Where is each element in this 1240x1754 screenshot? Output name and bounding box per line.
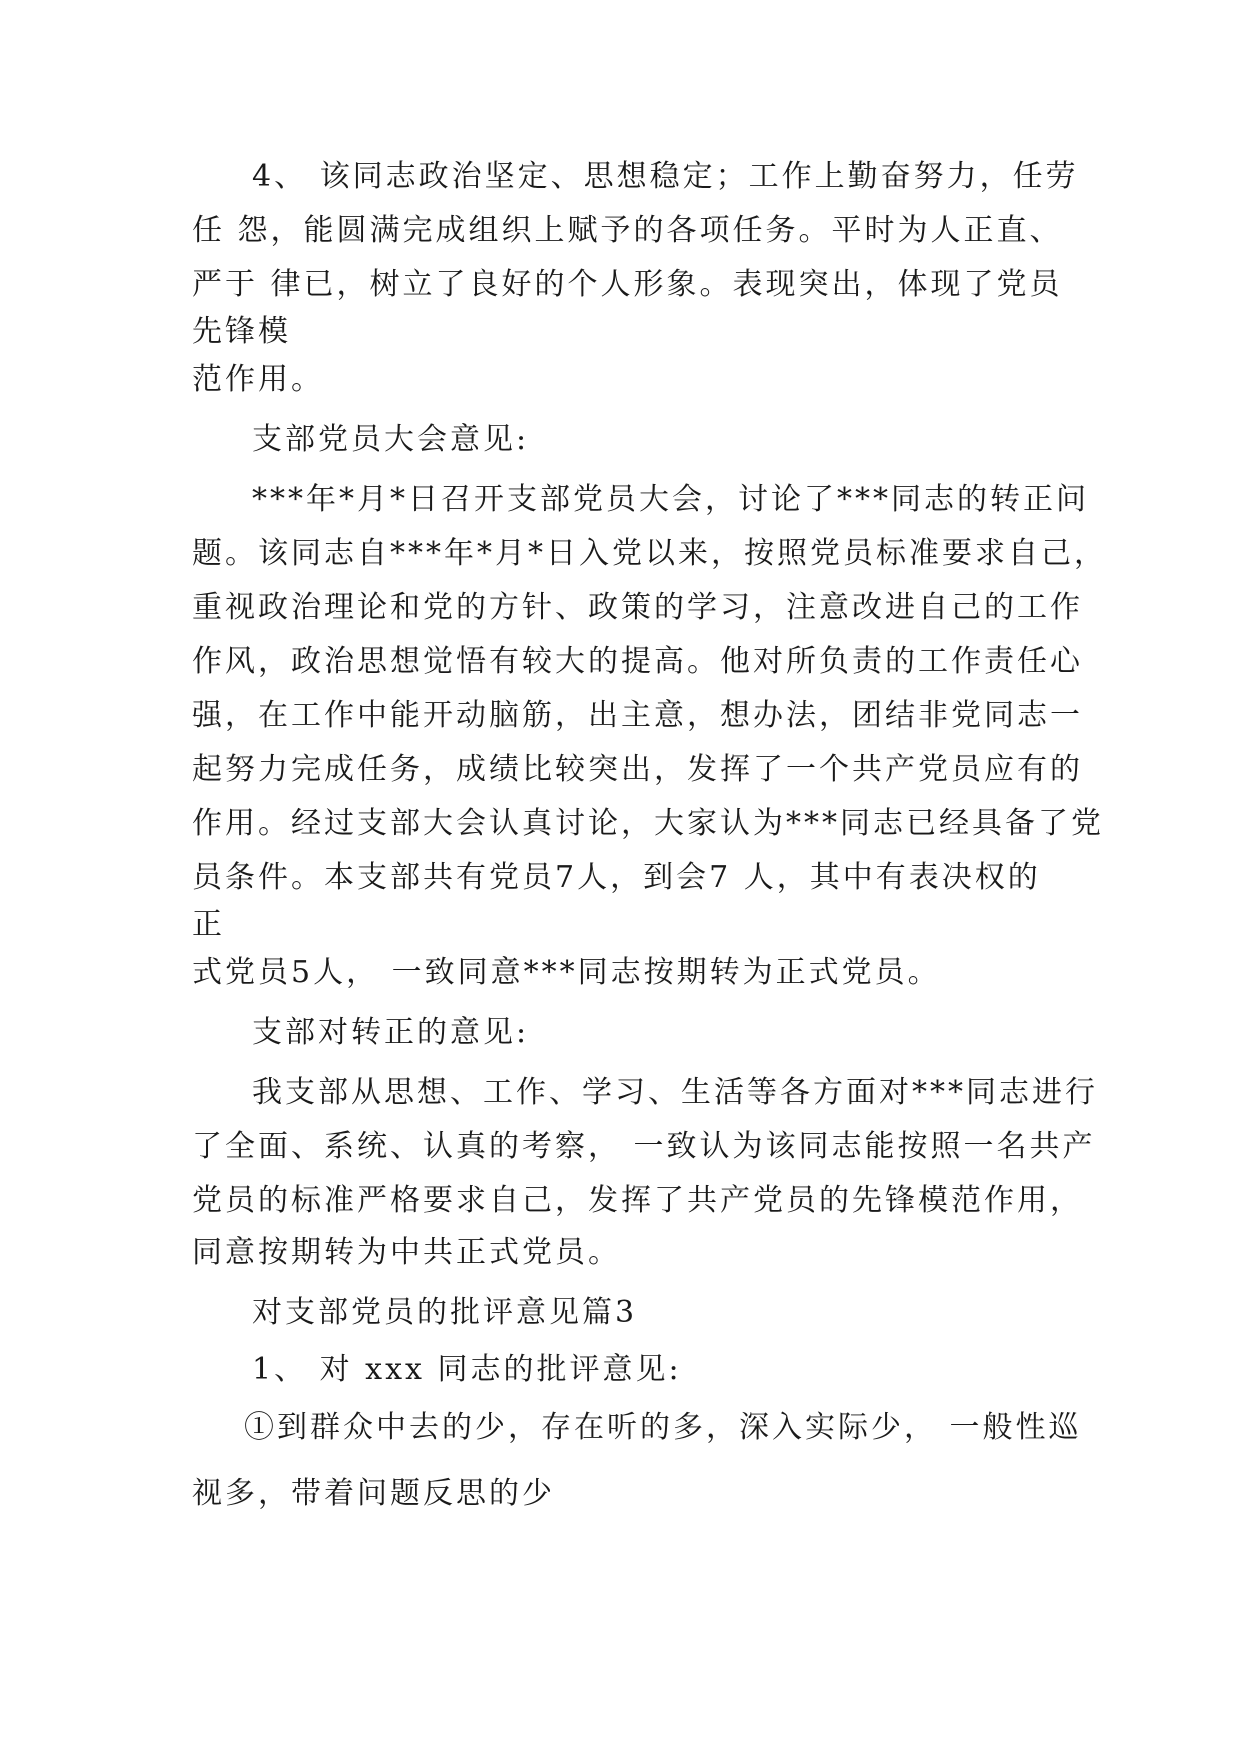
paragraph-line: 党员的标准严格要求自己，发挥了共产党员的先锋模范作用， — [192, 1183, 1083, 1218]
list-item-heading: 1、 对 xxx 同志的批评意见: — [252, 1352, 682, 1387]
section-heading: 支部对转正的意见: — [252, 1015, 530, 1050]
paragraph-line: 题。该同志自***年*月*日入党以来，按照党员标准要求自己， — [192, 536, 1107, 571]
paragraph-line: 4、 该同志政治坚定、思想稳定；工作上勤奋努力，任劳 — [252, 159, 1079, 194]
paragraph-line: 先锋模 — [192, 314, 291, 349]
paragraph-line: 了全面、系统、认真的考察， 一致认为该同志能按照一名共产 — [192, 1129, 1096, 1164]
paragraph-line: 重视政治理论和党的方针、政策的学习，注意改进自己的工作 — [192, 590, 1083, 625]
paragraph-line: 作用。经过支部大会认真讨论，大家认为***同志已经具备了党 — [192, 806, 1104, 841]
paragraph-line: 范作用。 — [192, 362, 324, 397]
section-heading: 对支部党员的批评意见篇3 — [252, 1295, 638, 1330]
paragraph-line: ***年*月*日召开支部党员大会，讨论了***同志的转正问 — [252, 482, 1089, 517]
section-heading: 支部党员大会意见: — [252, 422, 530, 457]
paragraph-line: 同意按期转为中共正式党员。 — [192, 1235, 621, 1270]
paragraph-line: ①到群众中去的少，存在听的多，深入实际少， 一般性巡 — [244, 1410, 1082, 1445]
paragraph-line: 严于 律已，树立了良好的个人形象。表现突出，体现了党员 — [192, 267, 1063, 302]
paragraph-line: 正 — [192, 907, 225, 942]
paragraph-line: 强，在工作中能开动脑筋，出主意，想办法，团结非党同志一 — [192, 698, 1083, 733]
paragraph-line: 任 怨，能圆满完成组织上赋予的各项任务。平时为人正直、 — [192, 213, 1063, 248]
paragraph-line: 式党员5人， 一致同意***同志按期转为正式党员。 — [192, 955, 941, 990]
paragraph-line: 我支部从思想、工作、学习、生活等各方面对***同志进行 — [252, 1075, 1098, 1110]
paragraph-line: 作风，政治思想觉悟有较大的提高。他对所负责的工作责任心 — [192, 644, 1083, 679]
paragraph-line: 员条件。本支部共有党员7人，到会7 人，其中有表决权的 — [192, 860, 1041, 895]
paragraph-line: 起努力完成任务，成绩比较突出，发挥了一个共产党员应有的 — [192, 752, 1083, 787]
paragraph-line: 视多，带着问题反思的少 — [192, 1476, 555, 1511]
